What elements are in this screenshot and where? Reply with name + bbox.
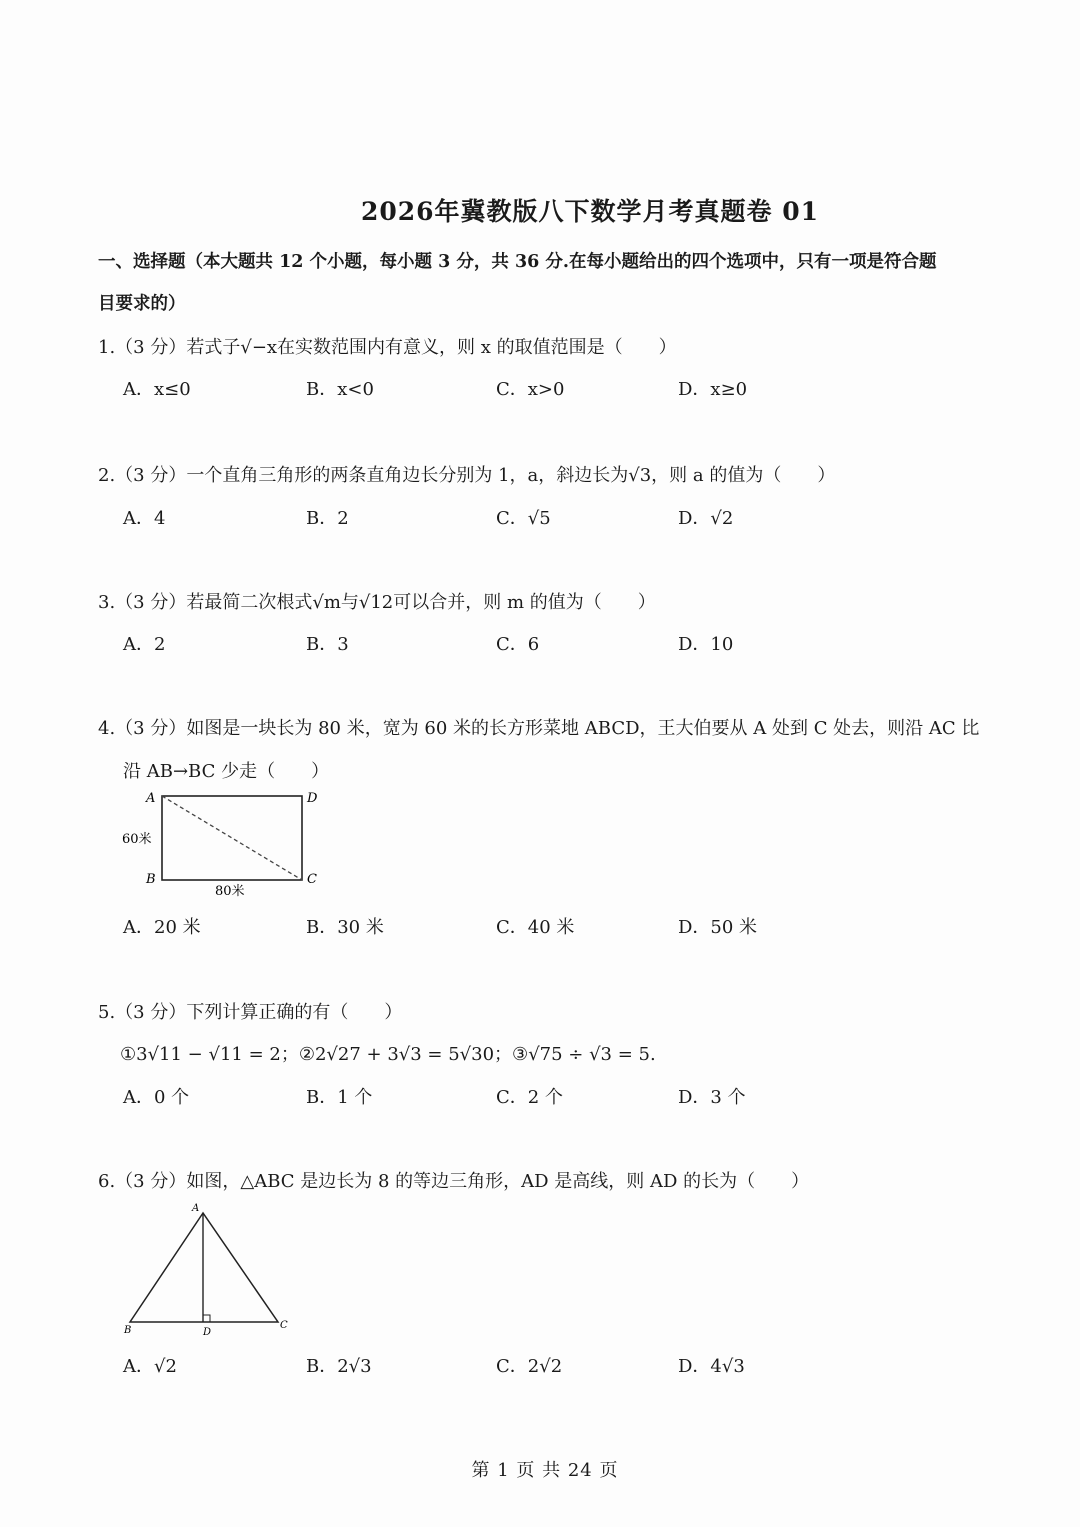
- question-4-option-c: C．40 米: [496, 917, 575, 938]
- side-length-label: 60米: [122, 832, 152, 847]
- triangle-abc: [130, 1213, 278, 1322]
- question-3-option-d: D．10: [678, 634, 734, 655]
- question-2-option-a: A．4: [123, 508, 166, 529]
- vertex-b-label: B: [124, 1325, 132, 1336]
- foot-d-label: D: [203, 1327, 212, 1338]
- question-5-option-d: D．3 个: [678, 1087, 746, 1108]
- rectangle-figure: [110, 785, 350, 900]
- question-3-option-a: A．2: [123, 634, 166, 655]
- question-4-option-a: A．20 米: [123, 917, 201, 938]
- page-title: 2026年冀教版八下数学月考真题卷 01: [360, 197, 820, 226]
- question-5-expressions: ①3√11 − √11 = 2；②2√27 + 3√3 = 5√30；③√75 ÷ √3 = 5.: [120, 1044, 656, 1065]
- question-3-stem: 3.（3 分）若最简二次根式√m与√12可以合并，则 m 的值为（ ）: [98, 592, 656, 613]
- question-5-option-c: C．2 个: [496, 1087, 563, 1108]
- vertex-c-label: C: [307, 872, 317, 887]
- question-2-option-c: C．√5: [496, 508, 551, 529]
- right-angle-mark: [203, 1315, 210, 1322]
- question-6-option-c: C．2√2: [496, 1356, 563, 1377]
- question-6-option-a: A．√2: [123, 1356, 177, 1377]
- vertex-d-label: D: [307, 791, 318, 806]
- question-4-stem-cont: 沿 AB→BC 少走（ ）: [123, 761, 330, 782]
- section-heading: 一、选择题（本大题共 12 个小题，每小题 3 分，共 36 分.在每小题给出的四个选项中，只有一项是符合题: [98, 252, 937, 272]
- question-3-option-b: B．3: [306, 634, 349, 655]
- question-6-option-d: D．4√3: [678, 1356, 745, 1377]
- question-5-option-a: A．0 个: [123, 1087, 190, 1108]
- triangle-figure: [115, 1198, 300, 1340]
- question-4-option-d: D．50 米: [678, 917, 758, 938]
- question-2-stem: 2.（3 分）一个直角三角形的两条直角边长分别为 1，a，斜边长为√3，则 a 的值为（ ）: [98, 465, 836, 486]
- section-heading-cont: 目要求的）: [98, 294, 186, 314]
- question-2-option-d: D．√2: [678, 508, 734, 529]
- vertex-c-label: C: [280, 1320, 288, 1331]
- question-3-option-c: C．6: [496, 634, 540, 655]
- diagonal-ac: [162, 796, 302, 880]
- question-1-option-a: A．x≤0: [123, 379, 191, 400]
- page-footer: 第 1 页 共 24 页: [471, 1460, 619, 1481]
- question-1-stem: 1.（3 分）若式子√−x在实数范围内有意义，则 x 的取值范围是（ ）: [98, 337, 677, 358]
- vertex-a-label: A: [146, 791, 156, 806]
- question-1-option-d: D．x≥0: [678, 379, 748, 400]
- question-1-option-b: B．x<0: [306, 379, 374, 400]
- question-4-stem: 4.（3 分）如图是一块长为 80 米，宽为 60 米的长方形菜地 ABCD，王大伯要从 A 处到 C 处去，则沿 AC 比: [98, 718, 980, 739]
- question-6-stem: 6.（3 分）如图，△ABC 是边长为 8 的等边三角形，AD 是高线，则 AD 的长为（ ）: [98, 1171, 810, 1192]
- question-6-option-b: B．2√3: [306, 1356, 372, 1377]
- question-2-option-b: B．2: [306, 508, 349, 529]
- question-1-option-c: C．x>0: [496, 379, 565, 400]
- vertex-a-label: A: [192, 1203, 200, 1214]
- question-5-option-b: B．1 个: [306, 1087, 373, 1108]
- bottom-length-label: 80米: [215, 884, 245, 899]
- vertex-b-label: B: [146, 872, 156, 887]
- question-4-option-b: B．30 米: [306, 917, 384, 938]
- question-5-stem: 5.（3 分）下列计算正确的有（ ）: [98, 1002, 403, 1023]
